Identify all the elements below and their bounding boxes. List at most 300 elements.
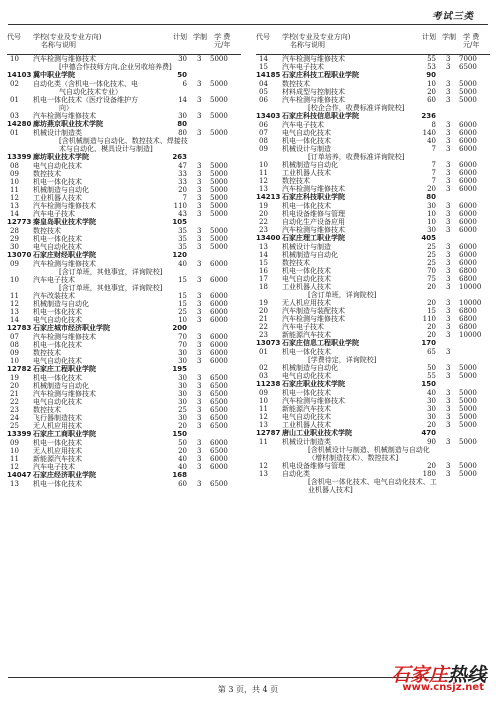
program-code: 23 — [10, 406, 19, 414]
program-years: 3 — [197, 129, 202, 137]
program-row — [256, 413, 490, 421]
program-name: 自动化类（含机电一体化技术、电 — [33, 80, 138, 88]
school-code: 14213 — [256, 193, 281, 201]
program-fee: 5000 — [459, 438, 477, 446]
program-fee: 5000 — [459, 421, 477, 429]
program-name: 汽车检测与维修技术 — [33, 55, 96, 63]
program-name: 汽车检测与维修技术 — [282, 226, 345, 234]
program-name: 汽车电子技术 — [33, 463, 75, 471]
program-years: 3 — [446, 210, 451, 218]
program-fee: 6000 — [459, 226, 477, 234]
program-code: 10 — [10, 447, 19, 455]
program-years: 3 — [446, 259, 451, 267]
program-fee: 6500 — [210, 406, 228, 414]
program-code: 12 — [10, 300, 19, 308]
program-years: 3 — [197, 455, 202, 463]
program-note — [7, 137, 241, 153]
program-row — [7, 194, 241, 202]
school-name: 唐山工业职业技术学院 — [282, 429, 352, 437]
program-row — [256, 397, 490, 405]
program-fee: 10000 — [459, 331, 482, 339]
program-code: 06 — [259, 96, 268, 104]
program-plan: 60 — [427, 96, 436, 104]
program-fee: 6000 — [210, 463, 228, 471]
page-number: 第 3 页，共 4 页 — [217, 685, 279, 694]
program-code: 04 — [259, 80, 268, 88]
program-fee: 5000 — [210, 80, 228, 88]
program-years: 3 — [197, 308, 202, 316]
program-row — [256, 372, 490, 380]
program-row — [7, 129, 241, 137]
program-note — [256, 291, 490, 299]
program-plan: 30 — [178, 357, 187, 365]
program-plan: 30 — [427, 226, 436, 234]
program-fee: 5000 — [210, 210, 228, 218]
program-years: 3 — [197, 422, 202, 430]
program-name: 电气自动化技术 — [33, 316, 82, 324]
program-name: 机械制造与自动化 — [33, 186, 89, 194]
program-years: 3 — [446, 323, 451, 331]
program-row — [256, 331, 490, 339]
program-fee: 7000 — [459, 55, 477, 63]
program-code: 25 — [10, 422, 19, 430]
program-code: 17 — [259, 275, 268, 283]
program-row — [7, 316, 241, 324]
program-code: 03 — [259, 372, 268, 380]
school-code: 13399 — [7, 430, 32, 438]
program-fee: 5000 — [210, 243, 228, 251]
school-row — [256, 193, 490, 202]
program-fee: 5000 — [210, 112, 228, 120]
program-fee: 6500 — [210, 374, 228, 382]
program-years: 3 — [446, 413, 451, 421]
program-fee: 5000 — [459, 397, 477, 405]
school-row — [256, 112, 490, 121]
program-name: 汽车检测与维修技术 — [33, 202, 96, 210]
program-code: 01 — [10, 96, 19, 104]
program-fee: 6000 — [459, 202, 477, 210]
program-name: 机械制造与自动化 — [33, 382, 89, 390]
program-years: 3 — [197, 202, 202, 210]
program-code: 23 — [259, 226, 268, 234]
program-name: 电气自动化技术 — [282, 129, 331, 137]
program-fee: 6000 — [210, 292, 228, 300]
program-years: 3 — [197, 406, 202, 414]
program-years: 3 — [446, 63, 451, 71]
program-years: 3 — [197, 333, 202, 341]
program-fee: 5000 — [459, 405, 477, 413]
note-text: [中德合作技师方向,企业另收培养费] — [59, 63, 172, 71]
program-name: 数控技术 — [33, 349, 61, 357]
program-code: 14 — [10, 316, 19, 324]
program-plan: 7 — [431, 169, 436, 177]
program-years: 3 — [197, 447, 202, 455]
program-plan: 60 — [178, 480, 187, 488]
program-years: 3 — [197, 398, 202, 406]
program-years: 3 — [446, 243, 451, 251]
program-code: 19 — [10, 374, 19, 382]
program-name: 汽车检测与维修技术 — [33, 390, 96, 398]
program-fee: 6000 — [210, 341, 228, 349]
left-table-body — [7, 55, 241, 488]
program-fee: 5000 — [210, 227, 228, 235]
program-plan: 15 — [178, 300, 187, 308]
program-fee: 5000 — [210, 162, 228, 170]
school-name: 石家庄科技工程职业学院 — [282, 71, 359, 79]
program-name: 数控技术 — [33, 170, 61, 178]
program-row — [256, 438, 490, 446]
program-name: 电气自动化技术 — [33, 162, 82, 170]
program-years: 3 — [197, 341, 202, 349]
program-name: 机电一体化技术 — [33, 178, 82, 186]
program-row — [7, 186, 241, 194]
program-code: 22 — [10, 398, 19, 406]
program-plan: 7 — [182, 194, 187, 202]
program-plan: 40 — [178, 260, 187, 268]
program-fee: 6500 — [210, 447, 228, 455]
program-name: 机械设计制造类 — [33, 129, 82, 137]
program-plan: 43 — [178, 210, 187, 218]
program-years: 3 — [197, 170, 202, 178]
program-code: 10 — [259, 397, 268, 405]
school-plan-total: 195 — [172, 365, 187, 373]
program-years: 3 — [197, 227, 202, 235]
program-row — [256, 202, 490, 210]
program-fee: 5000 — [210, 178, 228, 186]
program-row — [7, 447, 241, 455]
program-plan: 20 — [427, 185, 436, 193]
school-plan-total: 405 — [421, 234, 436, 242]
school-code: 14103 — [7, 71, 32, 79]
program-code: 19 — [259, 299, 268, 307]
program-years: 3 — [197, 243, 202, 251]
program-note — [7, 63, 241, 71]
program-fee: 6000 — [459, 243, 477, 251]
school-row — [7, 430, 241, 439]
program-fee: 5000 — [459, 80, 477, 88]
program-row — [256, 185, 490, 193]
header-school: 学校(专业及专业方向) 名称与说明 — [33, 33, 102, 49]
program-years: 3 — [446, 202, 451, 210]
school-code: 12782 — [7, 365, 32, 373]
program-code: 09 — [10, 439, 19, 447]
program-plan: 20 — [427, 88, 436, 96]
note-text: [含订单班，其他事宜，详询院校] — [59, 268, 163, 276]
program-fee: 6000 — [210, 260, 228, 268]
program-code: 09 — [10, 260, 19, 268]
header-plan: 计划 — [173, 33, 187, 41]
school-plan-total: 80 — [426, 193, 436, 201]
program-plan: 30 — [178, 382, 187, 390]
program-row — [7, 292, 241, 300]
program-fee: 5000 — [459, 372, 477, 380]
program-years: 3 — [446, 161, 451, 169]
program-fee: 6000 — [459, 177, 477, 185]
program-plan: 30 — [427, 405, 436, 413]
column-header — [7, 32, 241, 55]
program-row — [7, 390, 241, 398]
program-plan: 65 — [427, 348, 436, 356]
program-plan: 25 — [178, 406, 187, 414]
program-fee: 5000 — [210, 96, 228, 104]
program-years: 3 — [197, 349, 202, 357]
site-watermark-logo — [356, 660, 486, 700]
program-name: 工业机器人技术 — [282, 283, 331, 291]
program-fee: 6500 — [210, 480, 228, 488]
program-code: 05 — [259, 88, 268, 96]
school-name: 廊坊燕京职业技术学院 — [33, 120, 103, 128]
program-plan: 10 — [427, 80, 436, 88]
program-code: 12 — [259, 462, 268, 470]
program-name: 数控技术 — [33, 227, 61, 235]
program-row — [7, 357, 241, 365]
program-code: 10 — [259, 161, 268, 169]
program-code: 11 — [259, 169, 268, 177]
note-text: [含机械设计与制造、机械制造与自动化（增材制造技术）、数控技术] — [308, 446, 430, 462]
program-name: 汽车检测与维修技术 — [33, 112, 96, 120]
program-fee: 6000 — [210, 357, 228, 365]
program-fee: 5000 — [459, 364, 477, 372]
program-row — [7, 398, 241, 406]
program-years: 3 — [197, 480, 202, 488]
program-years: 3 — [446, 88, 451, 96]
right-table-body — [256, 55, 490, 494]
program-fee: 6800 — [459, 315, 477, 323]
program-fee: 6000 — [459, 169, 477, 177]
program-name: 机电一体化技术 — [282, 137, 331, 145]
program-row — [7, 422, 241, 430]
school-code: 13399 — [7, 153, 32, 161]
program-fee: 6000 — [210, 455, 228, 463]
program-row — [256, 210, 490, 218]
program-plan: 33 — [178, 178, 187, 186]
program-code: 29 — [10, 235, 19, 243]
program-plan: 40 — [178, 463, 187, 471]
program-years: 3 — [446, 137, 451, 145]
program-name: 汽车电子技术 — [33, 210, 75, 218]
program-plan: 25 — [427, 259, 436, 267]
program-name: 机电一体化技术 — [33, 308, 82, 316]
school-name: 石家庄经济职业学院 — [33, 471, 96, 479]
program-fee: 6000 — [459, 121, 477, 129]
program-row — [256, 405, 490, 413]
program-years: 3 — [197, 80, 202, 88]
program-plan: 20 — [427, 323, 436, 331]
program-code: 15 — [259, 259, 268, 267]
program-plan: 10 — [427, 210, 436, 218]
school-name: 秦皇岛职业技术学院 — [33, 218, 96, 226]
program-row — [7, 333, 241, 341]
program-row — [7, 300, 241, 308]
program-fee: 6500 — [210, 398, 228, 406]
program-name: 机电一体化技术 — [33, 480, 82, 488]
program-plan: 33 — [178, 170, 187, 178]
program-row — [256, 323, 490, 331]
header-code: 代号 — [7, 33, 21, 41]
program-years: 3 — [197, 210, 202, 218]
program-row — [7, 349, 241, 357]
program-fee: 6000 — [210, 316, 228, 324]
program-row — [7, 162, 241, 170]
program-name: 机电一体化技术（医疗设备维护方 — [33, 96, 138, 104]
program-years: 3 — [197, 194, 202, 202]
program-code: 09 — [10, 170, 19, 178]
program-plan: 30 — [427, 413, 436, 421]
program-name: 机械制造与自动化 — [282, 251, 338, 259]
program-years: 3 — [197, 316, 202, 324]
program-code: 10 — [10, 178, 19, 186]
program-years: 3 — [446, 299, 451, 307]
program-code: 20 — [259, 307, 268, 315]
program-plan: 10 — [178, 316, 187, 324]
program-fee: 6500 — [210, 414, 228, 422]
program-code: 09 — [259, 145, 268, 153]
program-row — [7, 341, 241, 349]
program-plan: 20 — [178, 422, 187, 430]
program-plan: 40 — [427, 137, 436, 145]
program-plan: 110 — [422, 315, 436, 323]
program-plan: 6 — [182, 80, 187, 88]
program-code: 08 — [10, 162, 19, 170]
program-row — [7, 96, 241, 104]
program-code: 11 — [259, 405, 268, 413]
program-years: 3 — [197, 439, 202, 447]
program-name: 汽车电子技术 — [33, 276, 75, 284]
program-fee: 6000 — [459, 185, 477, 193]
program-row — [256, 169, 490, 177]
program-years: 3 — [446, 145, 451, 153]
program-note — [256, 478, 490, 494]
school-row — [256, 380, 490, 389]
school-name: 石家庄理工职业学院 — [282, 234, 345, 242]
program-name: 自动化生产设备应用 — [282, 218, 345, 226]
program-row — [7, 463, 241, 471]
program-name: 电气自动化技术 — [33, 398, 82, 406]
program-fee: 5000 — [210, 194, 228, 202]
program-name: 机电一体化技术 — [282, 202, 331, 210]
program-plan: 10 — [427, 218, 436, 226]
program-fee: 6800 — [459, 323, 477, 331]
program-row — [7, 439, 241, 447]
program-years: 3 — [446, 218, 451, 226]
program-fee: 5000 — [210, 55, 228, 63]
school-name: 石家庄财经职业学院 — [33, 251, 96, 259]
school-plan-total: 263 — [172, 153, 187, 161]
program-name: 机电设备维修与管理 — [282, 462, 345, 470]
program-years: 3 — [197, 390, 202, 398]
program-years: 3 — [446, 307, 451, 315]
program-fee: 5000 — [459, 389, 477, 397]
program-plan: 15 — [178, 276, 187, 284]
program-name: 机械制造与自动化 — [282, 161, 338, 169]
program-code: 21 — [259, 315, 268, 323]
program-row — [256, 161, 490, 169]
program-plan: 30 — [178, 398, 187, 406]
school-row — [7, 153, 241, 162]
program-plan: 35 — [178, 243, 187, 251]
program-name: 机电一体化技术 — [33, 374, 82, 382]
school-code: 14047 — [7, 471, 32, 479]
program-code: 03 — [10, 112, 19, 120]
program-row — [7, 235, 241, 243]
program-row — [7, 406, 241, 414]
school-code: 14185 — [256, 71, 281, 79]
program-note — [256, 104, 490, 112]
program-fee: 6500 — [210, 382, 228, 390]
program-fee: 6000 — [459, 259, 477, 267]
program-name: 机械制造与自动化 — [33, 300, 89, 308]
program-row — [256, 226, 490, 234]
program-name: 汽车检测与维修技术 — [282, 185, 345, 193]
program-row — [7, 178, 241, 186]
school-row — [256, 429, 490, 438]
program-code: 28 — [10, 227, 19, 235]
program-name: 汽车制造与装配技术 — [282, 307, 345, 315]
program-years: 3 — [446, 364, 451, 372]
program-row — [7, 276, 241, 284]
header-years: 学制 — [442, 33, 456, 41]
program-plan: 70 — [178, 341, 187, 349]
program-fee: 6800 — [459, 307, 477, 315]
school-row — [7, 120, 241, 129]
program-name: 机电一体化技术 — [33, 235, 82, 243]
school-plan-total: 170 — [421, 339, 436, 347]
school-code: 13070 — [7, 251, 32, 259]
program-row — [256, 121, 490, 129]
program-plan: 70 — [178, 333, 187, 341]
program-years: 3 — [197, 96, 202, 104]
program-name: 新能源汽车技术 — [33, 455, 82, 463]
program-name: 机电一体化技术 — [282, 389, 331, 397]
program-fee: 6000 — [459, 218, 477, 226]
program-plan: 75 — [427, 275, 436, 283]
program-row — [256, 275, 490, 283]
program-name: 机电一体化技术 — [282, 348, 331, 356]
program-code: 13 — [259, 470, 268, 478]
school-plan-total: 80 — [177, 120, 187, 128]
program-name: 飞行器制造技术 — [33, 414, 82, 422]
school-row — [7, 324, 241, 333]
program-name: 电气自动化技术 — [33, 357, 82, 365]
program-plan: 55 — [427, 372, 436, 380]
school-code: 11238 — [256, 380, 281, 388]
program-row — [256, 315, 490, 323]
program-plan: 20 — [178, 447, 187, 455]
program-years: 3 — [446, 283, 451, 291]
school-code: 12783 — [7, 324, 32, 332]
program-row — [256, 80, 490, 88]
program-code: 10 — [10, 357, 19, 365]
program-years: 3 — [446, 405, 451, 413]
program-code: 13 — [10, 202, 19, 210]
program-plan: 40 — [427, 389, 436, 397]
program-years: 3 — [446, 251, 451, 259]
program-code: 14 — [259, 251, 268, 259]
program-row — [256, 243, 490, 251]
right-column — [256, 32, 490, 494]
program-plan: 140 — [422, 129, 436, 137]
note-text: [含订单班，其他事宜，详询院校] — [59, 284, 163, 292]
program-row — [7, 480, 241, 488]
program-code: 13 — [259, 243, 268, 251]
program-years: 3 — [446, 177, 451, 185]
program-name: 汽车电子技术 — [282, 63, 324, 71]
program-name: 工业机器人技术 — [33, 194, 82, 202]
program-row — [256, 348, 490, 356]
program-years: 3 — [197, 162, 202, 170]
program-fee: 6000 — [459, 210, 477, 218]
program-plan: 15 — [178, 292, 187, 300]
